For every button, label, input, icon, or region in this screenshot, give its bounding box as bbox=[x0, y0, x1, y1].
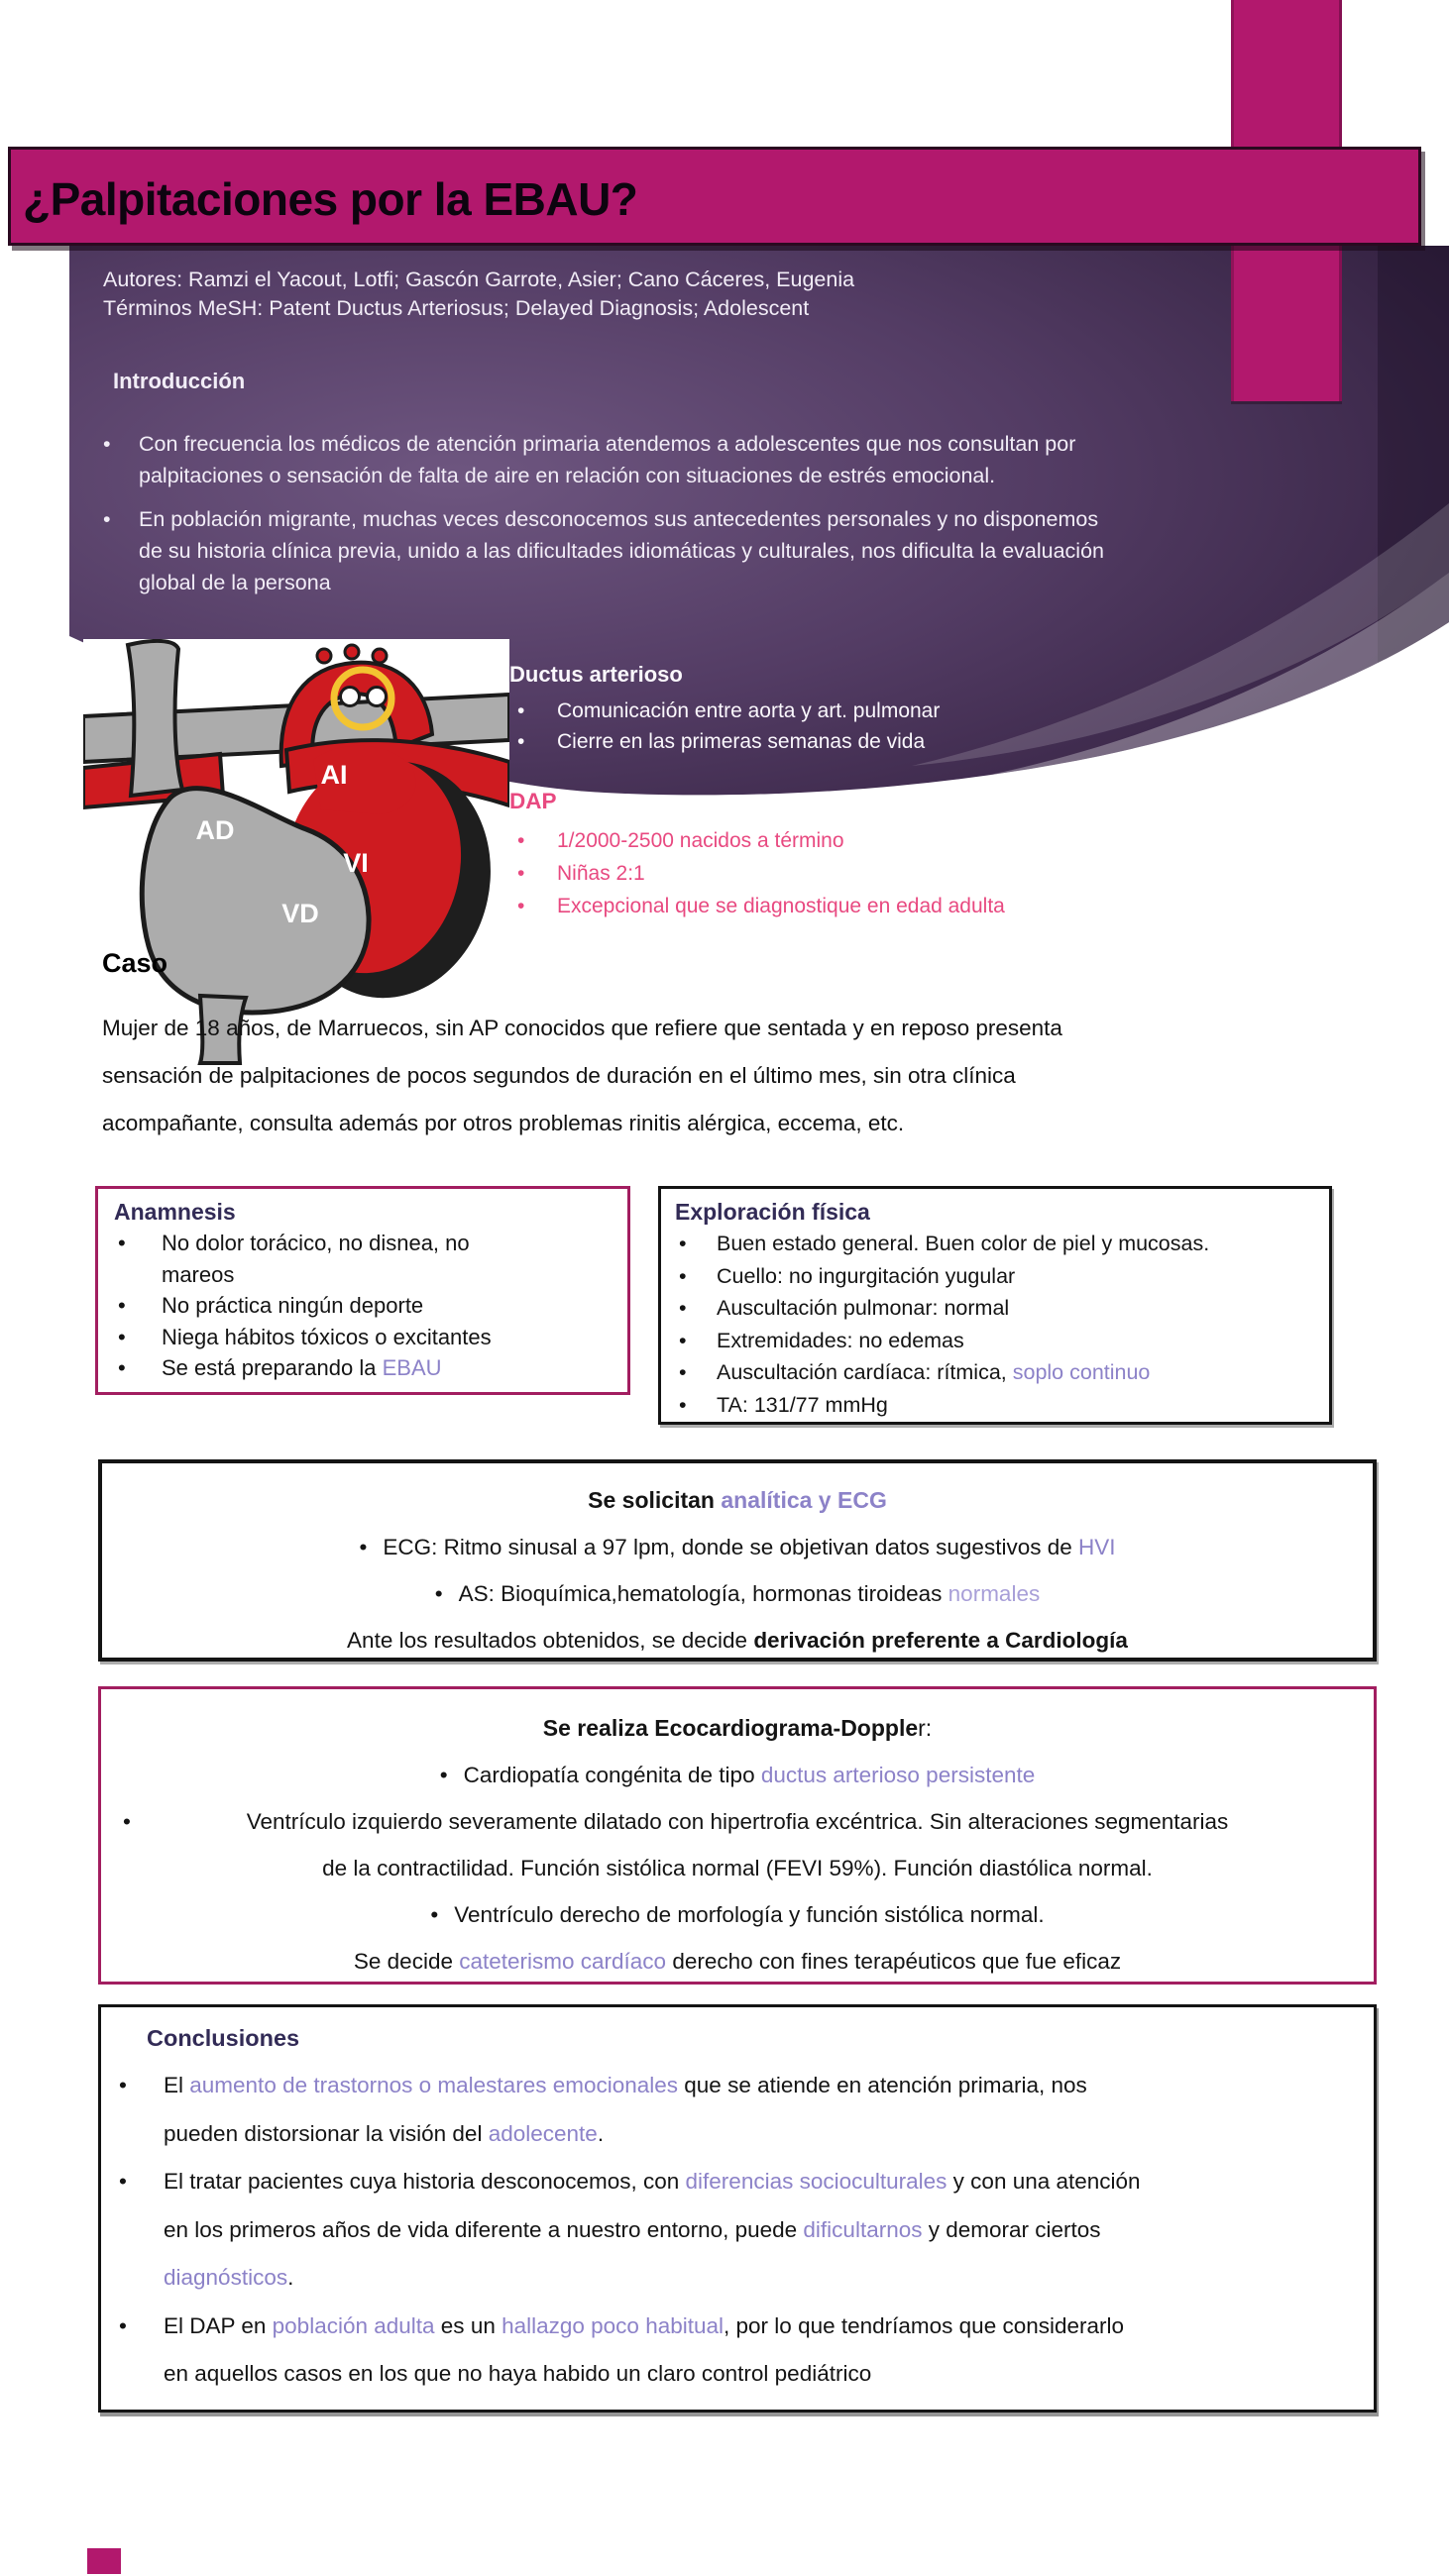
caso-heading: Caso bbox=[102, 948, 168, 978]
bullet-icon bbox=[103, 503, 139, 598]
arch-branch-3 bbox=[373, 649, 387, 663]
caso-paragraph bbox=[102, 1005, 1400, 1147]
conclusion-2-line3: diagnósticos. bbox=[164, 2265, 294, 2290]
anamnesis-bullet-1-cont: mareos bbox=[162, 1261, 235, 1287]
bullet-icon bbox=[123, 1798, 131, 1845]
exploracion-bullet-6: • TA: 131/77 mmHg bbox=[675, 1389, 1319, 1422]
bullet-icon bbox=[675, 1260, 717, 1293]
label-vi: VI bbox=[343, 848, 369, 878]
exploracion-fisica-box bbox=[658, 1186, 1332, 1425]
heart-diagram bbox=[83, 639, 509, 1065]
section-introduccion bbox=[103, 369, 1352, 598]
conclusiones-box bbox=[98, 2004, 1377, 2413]
bullet-icon bbox=[675, 1228, 717, 1260]
arch-branch-2 bbox=[345, 645, 359, 659]
intro-bullet-1 bbox=[103, 428, 1352, 491]
solicitan-box bbox=[98, 1459, 1377, 1662]
exploracion-bullet-5: • Auscultación cardíaca: rítmica, soplo continuo bbox=[675, 1356, 1319, 1389]
title-banner bbox=[8, 147, 1421, 246]
ecocardiograma-box bbox=[98, 1686, 1377, 1985]
intro-bullet-1-line2: palpitaciones o sensación de falta de aire en relación con situaciones de estrés emocional. bbox=[139, 464, 996, 487]
bullet-icon bbox=[675, 1292, 717, 1325]
bullet-icon bbox=[675, 1325, 717, 1357]
conclusiones-heading: Conclusiones bbox=[147, 2025, 300, 2051]
exploracion-bullet-3: • Auscultación pulmonar: normal bbox=[675, 1292, 1319, 1325]
bullet-icon bbox=[114, 1228, 162, 1259]
ductus-heading: Ductus arterioso bbox=[509, 662, 683, 687]
exploracion-bullet-4: • Extremidades: no edemas bbox=[675, 1325, 1319, 1357]
anamnesis-box bbox=[95, 1186, 630, 1395]
exploracion-heading: Exploración física bbox=[675, 1199, 870, 1225]
authors-block bbox=[103, 266, 1292, 323]
arch-branch-1 bbox=[317, 649, 331, 663]
solicitan-title: Se solicitan analítica y ECG bbox=[588, 1487, 887, 1513]
bullet-icon bbox=[117, 2158, 164, 2206]
anamnesis-bullet-2: • No práctica ningún deporte bbox=[114, 1290, 615, 1322]
conclusion-2-line1: • El tratar pacientes cuya historia desconocemos, con diferencias socioculturales y con una atención bbox=[117, 2158, 1354, 2206]
heart-diagram-image bbox=[83, 639, 509, 1065]
solicitan-closing: Ante los resultados obtenidos, se decide derivación preferente a Cardiología bbox=[347, 1628, 1128, 1653]
bullet-icon bbox=[114, 1290, 162, 1322]
dap-heading: DAP bbox=[509, 789, 557, 813]
bullet-icon bbox=[440, 1763, 448, 1787]
bullet-icon bbox=[509, 696, 557, 726]
intro-bullet-1-line1: Con frecuencia los médicos de atención primaria atendemos a adolescentes que nos consultan por bbox=[139, 432, 1076, 456]
introduccion-heading: Introducción bbox=[113, 369, 246, 393]
bullet-icon bbox=[359, 1535, 367, 1559]
bullet-icon bbox=[509, 824, 557, 857]
conclusion-2-line2: en los primeros años de vida diferente a nuestro entorno, puede dificultarnos y demorar ciertos bbox=[164, 2216, 1101, 2242]
ductus-bullet-1: • Comunicación entre aorta y art. pulmonar bbox=[509, 696, 1064, 726]
dap-bullet-3: • Excepcional que se diagnostique en edad adulta bbox=[509, 890, 1203, 922]
intro-bullet-2-line3: global de la persona bbox=[139, 571, 331, 594]
accent-bottom-square bbox=[87, 2548, 121, 2574]
dap-bullet-1: • 1/2000-2500 nacidos a término bbox=[509, 824, 1203, 857]
caso-line-3: acompañante, consulta además por otros problemas rinitis alérgica, eccema, etc. bbox=[102, 1111, 905, 1135]
bullet-icon bbox=[103, 428, 139, 491]
anamnesis-bullet-3: • Niega hábitos tóxicos o excitantes bbox=[114, 1322, 615, 1353]
bullet-icon bbox=[675, 1356, 717, 1389]
bullet-icon bbox=[117, 2303, 164, 2351]
bullet-icon bbox=[509, 890, 557, 922]
ductus-hole-left bbox=[341, 688, 360, 706]
conclusion-1-line1: • El aumento de trastornos o malestares emocionales que se atiende en atención primaria, nos bbox=[117, 2062, 1354, 2110]
conclusion-3-line1: • El DAP en población adulta es un hallazgo poco habitual, por lo que tendríamos que considerarlo bbox=[117, 2303, 1354, 2351]
conclusion-3-line2: en aquellos casos en los que no haya habido un claro control pediátrico bbox=[164, 2361, 872, 2386]
label-vd: VD bbox=[281, 899, 319, 928]
bullet-icon bbox=[430, 1902, 438, 1927]
label-ad: AD bbox=[195, 815, 235, 845]
bullet-icon bbox=[509, 857, 557, 890]
page-title: ¿Palpitaciones por la EBAU? bbox=[23, 173, 638, 225]
bullet-icon bbox=[675, 1389, 717, 1422]
caso-line-2: sensación de palpitaciones de pocos segundos de duración en el último mes, sin otra clínica bbox=[102, 1063, 1016, 1088]
intro-bullet-2-line1: En población migrante, muchas veces desconocemos sus antecedentes personales y no disponemos bbox=[139, 507, 1099, 531]
solicitan-bullet-2: • AS: Bioquímica,hematología, hormonas tiroideas normales bbox=[102, 1570, 1373, 1617]
anamnesis-bullet-4: • Se está preparando la EBAU bbox=[114, 1352, 615, 1384]
intro-bullet-2-line2: de su historia clínica previa, unido a las dificultades idiomáticas y culturales, nos dificulta la evaluación bbox=[139, 539, 1104, 563]
eco-bullet-1: • Cardiopatía congénita de tipo ductus arterioso persistente bbox=[101, 1752, 1374, 1798]
bullet-icon bbox=[114, 1352, 162, 1384]
bullet-icon bbox=[114, 1322, 162, 1353]
bullet-icon bbox=[117, 2062, 164, 2110]
anamnesis-bullet-1: • No dolor torácico, no disnea, no bbox=[114, 1228, 615, 1259]
section-ductus-arterioso bbox=[509, 662, 1064, 757]
caso-line-1: Mujer de 18 años, de Marruecos, sin AP conocidos que refiere que sentada y en reposo presenta bbox=[102, 1016, 1062, 1040]
exploracion-bullet-2: • Cuello: no ingurgitación yugular bbox=[675, 1260, 1319, 1293]
eco-bullet-2-line1: • Ventrículo izquierdo severamente dilatado con hipertrofia excéntrica. Sin alteraciones segmentarias bbox=[101, 1798, 1374, 1845]
eco-bullet-3: • Ventrículo derecho de morfología y función sistólica normal. bbox=[101, 1891, 1374, 1938]
label-ai: AI bbox=[320, 760, 348, 790]
ductus-hole-right bbox=[368, 688, 387, 706]
bullet-icon bbox=[509, 726, 557, 757]
authors-line: Autores: Ramzi el Yacout, Lotfi; Gascón Garrote, Asier; Cano Cáceres, Eugenia bbox=[103, 268, 855, 291]
dap-bullet-2: • Niñas 2:1 bbox=[509, 857, 1203, 890]
eco-closing: Se decide cateterismo cardíaco derecho con fines terapéuticos que fue eficaz bbox=[353, 1949, 1122, 1974]
mesh-terms-line: Términos MeSH: Patent Ductus Arteriosus; Delayed Diagnosis; Adolescent bbox=[103, 296, 810, 320]
bullet-icon bbox=[435, 1581, 443, 1606]
exploracion-bullet-1: • Buen estado general. Buen color de piel y mucosas. bbox=[675, 1228, 1319, 1260]
ductus-bullet-2: • Cierre en las primeras semanas de vida bbox=[509, 726, 1064, 757]
anamnesis-heading: Anamnesis bbox=[114, 1199, 236, 1225]
solicitan-bullet-1: • ECG: Ritmo sinusal a 97 lpm, donde se objetivan datos sugestivos de HVI bbox=[102, 1524, 1373, 1570]
eco-title: Se realiza Ecocardiograma-Doppler: bbox=[542, 1715, 933, 1741]
eco-bullet-2-line2: de la contractilidad. Función sistólica normal (FEVI 59%). Función diastólica normal. bbox=[322, 1856, 1153, 1880]
conclusion-1-line2: pueden distorsionar la visión del adolecente. bbox=[164, 2120, 605, 2146]
section-dap bbox=[509, 789, 1203, 922]
superior-vena-cava bbox=[128, 641, 182, 796]
intro-bullet-2 bbox=[103, 503, 1352, 598]
